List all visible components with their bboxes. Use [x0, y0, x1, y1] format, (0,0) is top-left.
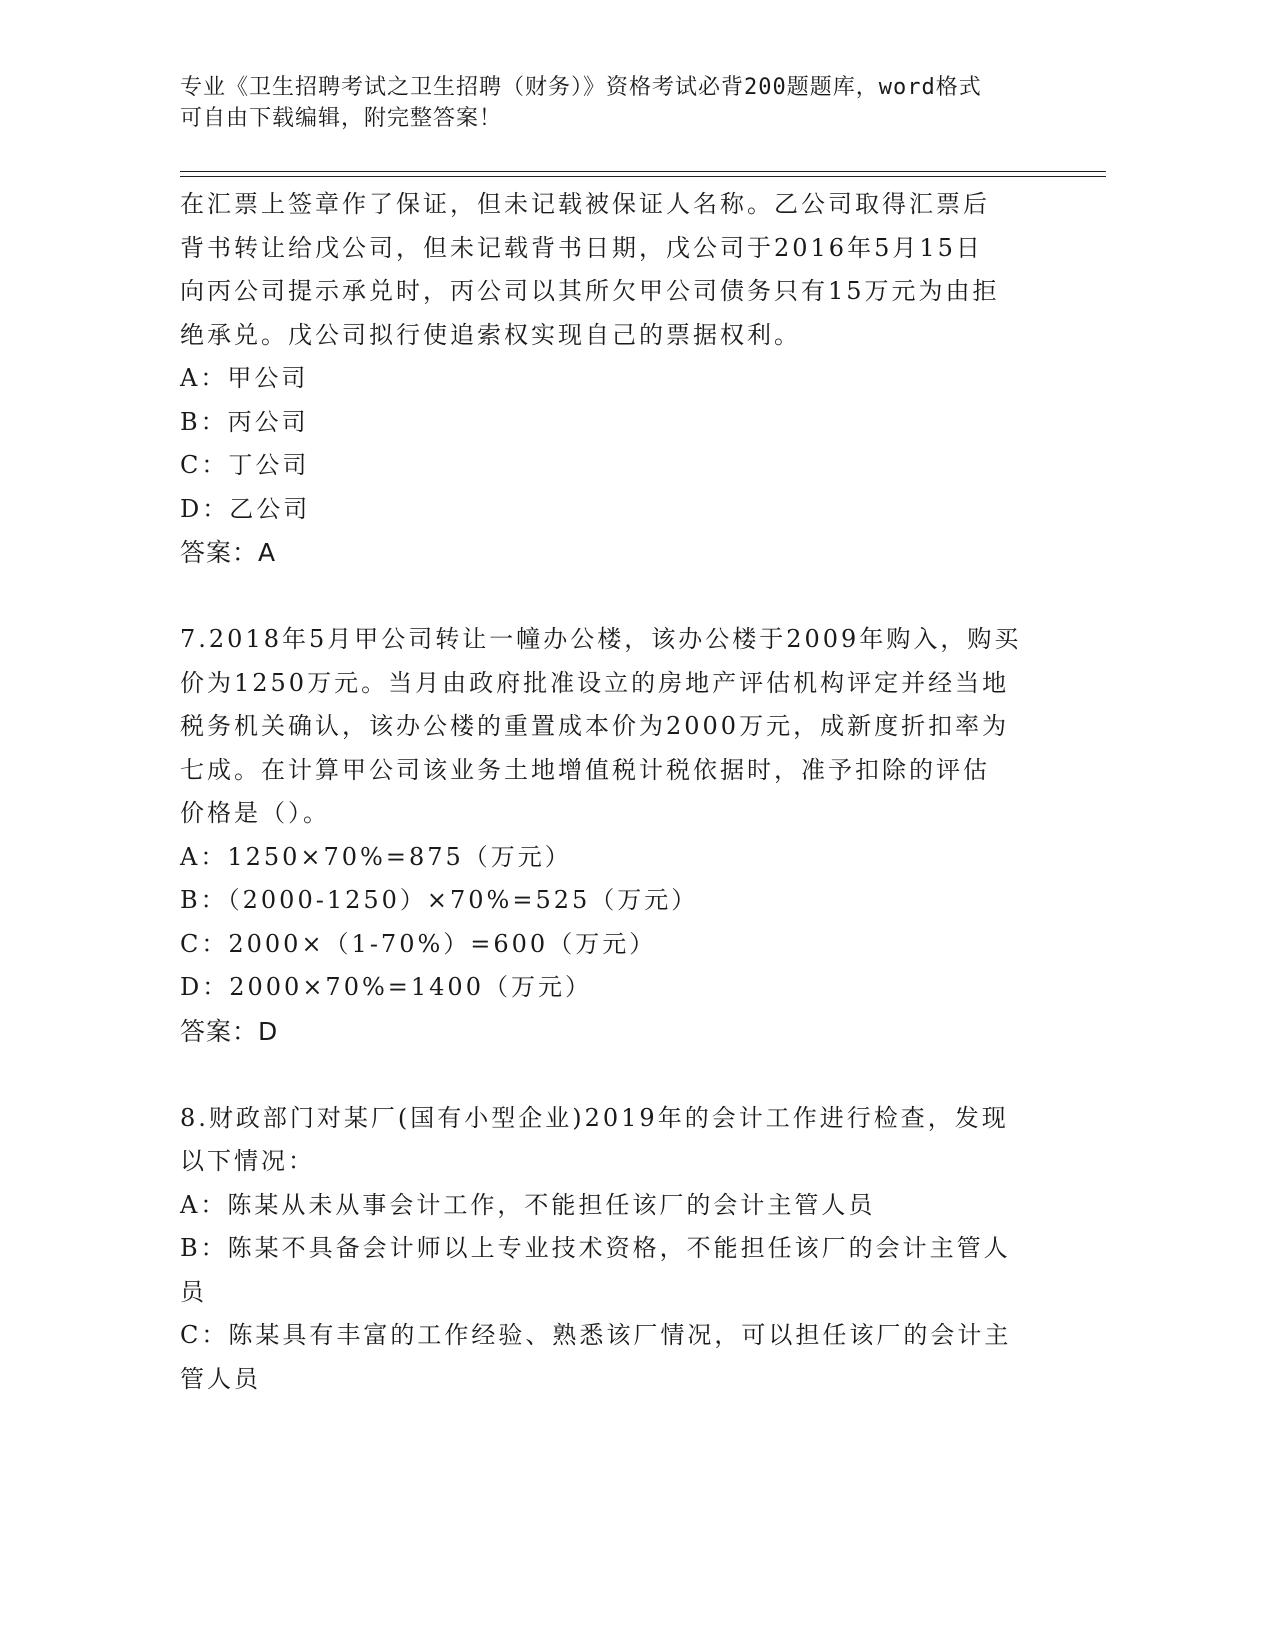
option-c: C：陈某具有丰富的工作经验、熟悉该厂情况，可以担任该厂的会计主 — [180, 1321, 1012, 1349]
option-b: B：（2000-1250）×70%=525（万元） — [180, 886, 699, 914]
answer-line: 答案：A — [180, 538, 277, 567]
question-text-line: 绝承兑。戊公司拟行使追索权实现自己的票据权利。 — [180, 320, 801, 349]
header-rule-top — [180, 171, 1106, 172]
document-header — [180, 72, 1060, 134]
option-d: D：乙公司 — [180, 494, 311, 523]
header-title-line-1: 专业《卫生招聘考试之卫生招聘（财务）》资格考试必背200题题库，word格式 — [180, 75, 982, 100]
option-c-continued: 管人员 — [180, 1364, 261, 1393]
document-body — [180, 183, 1060, 1401]
question-8 — [180, 1097, 1060, 1402]
question-6 — [180, 183, 1060, 575]
question-text-line: 向丙公司提示承兑时，丙公司以其所欠甲公司债务只有15万元为由拒 — [180, 277, 1000, 305]
option-b: B：丙公司 — [180, 407, 309, 436]
question-text-line: 价为1250万元。当月由政府批准设立的房地产评估机构评定并经当地 — [180, 668, 1010, 697]
option-c: C：2000×（1-70%）=600（万元） — [180, 929, 657, 958]
question-text-line: 背书转让给戊公司，但未记载背书日期，戊公司于2016年5月15日 — [180, 233, 983, 262]
option-b-continued: 员 — [180, 1277, 207, 1306]
question-7 — [180, 618, 1060, 1053]
question-text-line: 税务机关确认，该办公楼的重置成本价为2000万元，成新度折扣率为 — [180, 712, 1010, 740]
option-a: A：1250×70%=875（万元） — [180, 842, 572, 871]
question-text-line: 价格是（）。 — [180, 799, 330, 827]
question-text-line: 在汇票上签章作了保证，但未记载被保证人名称。乙公司取得汇票后 — [180, 190, 990, 218]
header-rule-bottom — [180, 176, 1106, 177]
option-b: B：陈某不具备会计师以上专业技术资格，不能担任该厂的会计主管人 — [180, 1234, 1011, 1262]
question-text-line: 7.2018年5月甲公司转让一幢办公楼，该办公楼于2009年购入，购买 — [180, 625, 1022, 653]
header-title-line-2: 可自由下载编辑，附完整答案！ — [180, 106, 503, 131]
option-c: C：丁公司 — [180, 451, 310, 479]
answer-line: 答案：D — [180, 1016, 279, 1046]
option-d: D：2000×70%=1400（万元） — [180, 973, 592, 1001]
option-a: A：陈某从未从事会计工作，不能担任该厂的会计主管人员 — [180, 1190, 876, 1219]
spacer — [180, 575, 1060, 619]
option-a: A：甲公司 — [180, 364, 309, 392]
question-text-line: 8.财政部门对某厂(国有小型企业)2019年的会计工作进行检查，发现 — [180, 1103, 1009, 1132]
question-text-line: 以下情况： — [180, 1147, 315, 1175]
spacer — [180, 1053, 1060, 1097]
question-text-line: 七成。在计算甲公司该业务土地增值税计税依据时，准予扣除的评估 — [180, 755, 990, 784]
